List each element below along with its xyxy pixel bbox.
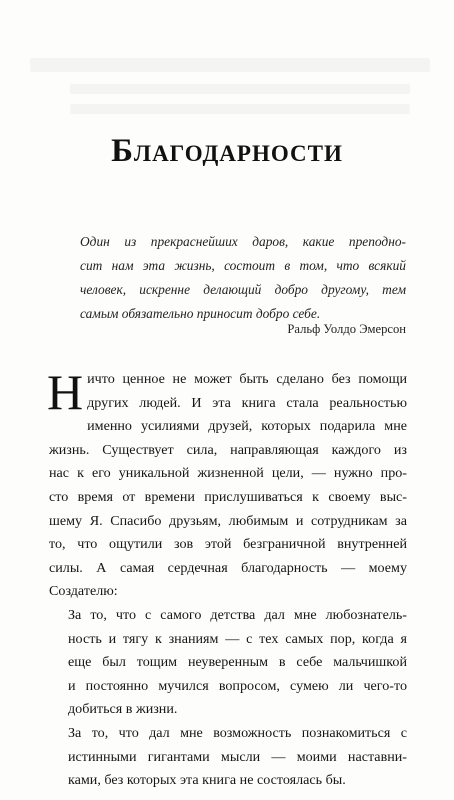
body-line: то, что ощутили зов этой безграничной внутренней	[49, 536, 407, 553]
epigraph-line: сит нам эта жизнь, состоит в том, что всякий	[80, 258, 406, 273]
epigraph-line: самым обязательно приносит добро себе.	[80, 306, 321, 321]
body-line: За то, что с самого детства дал мне любознатель-	[68, 606, 407, 623]
body-line: добиться в жизни.	[68, 701, 178, 718]
body-line: истинными гигантами мысли — моими наставни-	[68, 748, 407, 765]
show-through-ghost	[70, 104, 410, 114]
body-line: жизнь. Существует сила, направляющая каждого из	[49, 441, 407, 458]
body-line: и постоянно мучился вопросом, сумею ли чего-то	[68, 677, 407, 694]
page-title: Благодарности	[111, 133, 343, 169]
body-line: ками, без которых эта книга не состоялась бы.	[68, 772, 346, 789]
body-line: шему Я. Спасибо друзьям, любимым и сотрудникам за	[49, 512, 407, 529]
epigraph-author: Ральф Уолдо Эмерсон	[287, 322, 406, 336]
show-through-ghost	[70, 84, 410, 94]
body-line: силы. А самая сердечная благодарность — моему	[49, 559, 407, 576]
opening-paragraph	[47, 364, 407, 420]
body-line: ичто ценное не может быть сделано без помощи	[87, 371, 407, 387]
epigraph	[80, 230, 406, 326]
show-through-ghost	[30, 58, 430, 72]
body-text	[47, 364, 407, 793]
body-line: ность и тягу к знаниям — с тех самых пор, когда я	[68, 630, 407, 647]
body-line: других людей. И эта книга стала реальностью	[87, 394, 407, 411]
epigraph-line: Один из прекраснейших даров, какие преподно-	[80, 234, 406, 249]
body-line: сто время от времени прислушиваться к своему выс-	[49, 488, 407, 505]
body-line: именно усилиями друзей, которых подарила мне	[87, 418, 407, 435]
body-line: Создателю:	[49, 583, 118, 600]
epigraph-line: человек, искренне делающий добро другому, тем	[80, 282, 406, 297]
body-line: нас к его уникальной жизненной цели, — нужно про-	[49, 465, 407, 482]
body-line: еще был тощим неуверенным в себе мальчишкой	[68, 654, 407, 671]
body-line: За то, что дал мне возможность познакомиться с	[68, 724, 407, 741]
drop-cap: Н	[47, 364, 84, 420]
